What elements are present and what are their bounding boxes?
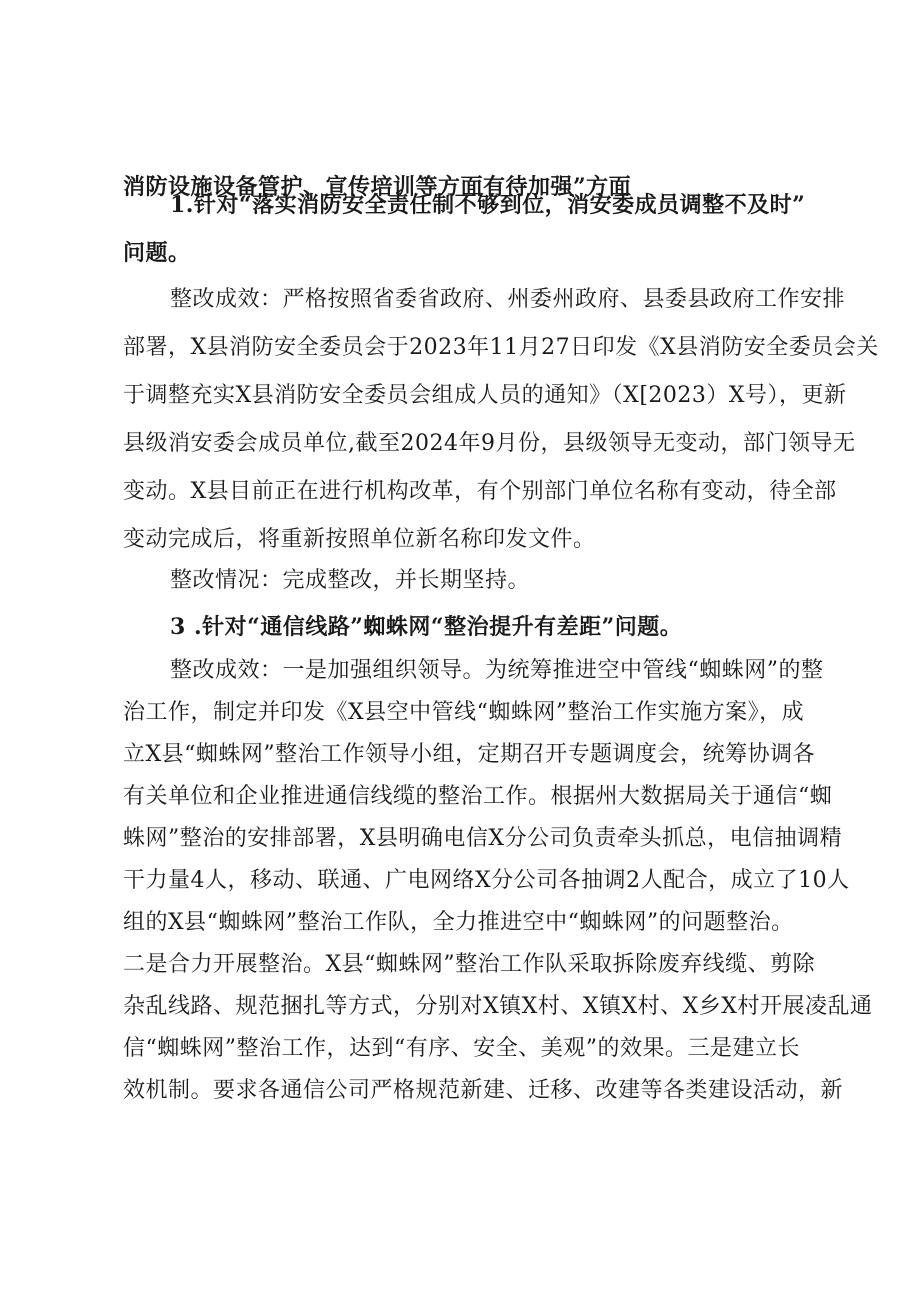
- item1-status: 整改情况：完成整改，并长期坚持。: [170, 568, 531, 593]
- item3-effect-line: 组的X县“蜘蛛网”整治工作队，全力推进空中“蜘蛛网”的问题整治。: [123, 910, 794, 935]
- item1-effect-line: 变动完成后，将重新按照单位新名称印发文件。: [123, 527, 596, 552]
- item1-effect-line: 于调整充实X县消防安全委员会组成人员的通知》（X[2023）X号），更新: [123, 383, 847, 408]
- item3-effect-line: 整改成效：一是加强组织领导。为统筹推进空中管线“蜘蛛网”的整: [170, 658, 824, 683]
- item3-effect-line: 干力量4人，移动、联通、广电网络X分公司各抽调2人配合，成立了10人: [123, 868, 850, 893]
- item3-title: 3 .针对“通信线路”蜘蛛网“整治提升有差距”问题。: [170, 614, 683, 640]
- item3-effect-line: 有关单位和企业推进通信线缆的整治工作。根据州大数据局关于通信“蜘: [123, 784, 833, 809]
- item1-title-line2: 问题。: [123, 240, 191, 266]
- item1-effect-line: 变动。X县目前正在进行机构改革，有个别部门单位名称有变动，待全部: [123, 479, 837, 504]
- item3-effect-line: 立X县“蜘蛛网”整治工作领导小组，定期召开专题调度会，统筹协调各: [123, 742, 816, 767]
- item3-effect-line: 二是合力开展整治。X县“蜘蛛网”整治工作队采取拆除废弃线缆、剪除: [123, 952, 816, 977]
- item1-effect-line: 部署，X县消防安全委员会于2023年11月27日印发《X县消防安全委员会关: [123, 335, 879, 360]
- section-heading-tail: 消防设施设备管护、宣传培训等方面有待加强”方面: [123, 174, 632, 200]
- item1-effect-line: 县级消安委会成员单位,截至2024年9月份，县级领导无变动，部门领导无: [123, 431, 856, 456]
- item3-effect-line: 信“蜘蛛网”整治工作，达到“有序、安全、美观”的效果。三是建立长: [123, 1036, 800, 1061]
- item3-effect-line: 治工作，制定并印发《X县空中管线“蜘蛛网”整治工作实施方案》，成: [123, 700, 805, 725]
- item3-effect-line: 杂乱线路、规范捆扎等方式，分别对X镇X村、X镇X村、X乡X村开展凌乱通: [123, 994, 873, 1019]
- item1-title-line1: 1.针对“落实消防安全责任制不够到位，消安委成员调整不及时”: [170, 192, 806, 218]
- item3-effect-line: 蛛网”整治的安排部署，X县明确电信X分公司负责牵头抓总，电信抽调精: [123, 826, 843, 851]
- item3-effect-line: 效机制。要求各通信公司严格规范新建、迁移、改建等各类建设活动，新: [123, 1078, 844, 1103]
- item1-effect-line: 整改成效：严格按照省委省政府、州委州政府、县委县政府工作安排: [170, 287, 846, 312]
